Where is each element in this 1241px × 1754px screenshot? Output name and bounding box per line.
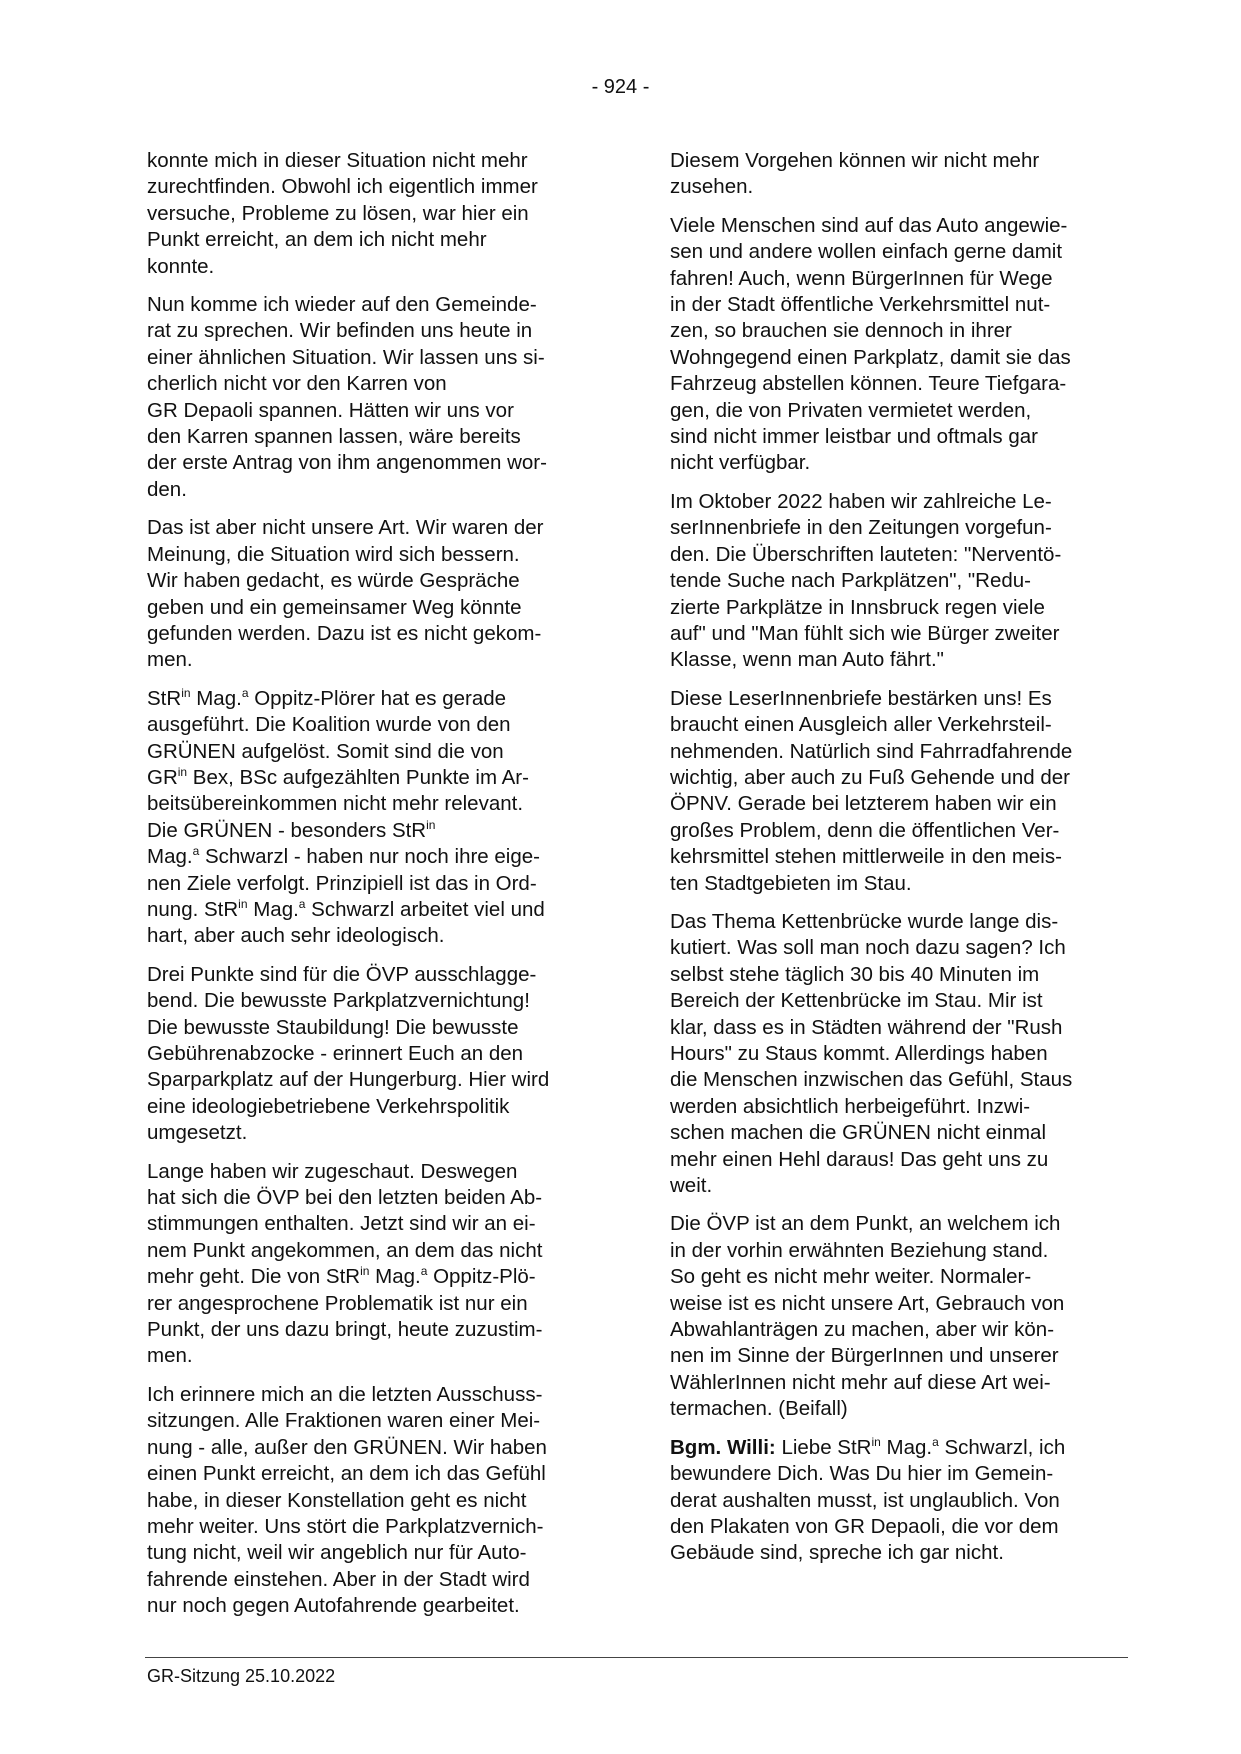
text-line: konnte.: [147, 254, 215, 278]
text-line: umgesetzt.: [147, 1121, 248, 1145]
text-line: Gebäude sind, spreche ich gar nicht.: [670, 1541, 1004, 1565]
text-line: selbst stehe täglich 30 bis 40 Minuten im: [670, 962, 1040, 986]
text-line: wichtig, aber auch zu Fuß Gehende und der: [670, 765, 1070, 789]
text-line: eine ideologiebetriebene Verkehrspolitik: [147, 1094, 510, 1118]
text-line: So geht es nicht mehr weiter. Normaler-: [670, 1265, 1032, 1289]
page-number: - 924 -: [591, 76, 650, 98]
text-line: hat sich die ÖVP bei den letzten beiden Ab-: [147, 1186, 543, 1210]
text-line: den Plakaten von GR Depaoli, die vor dem: [670, 1514, 1059, 1538]
text-line: braucht einen Ausgleich aller Verkehrsteil-: [670, 713, 1052, 737]
text-line: kutiert. Was soll man noch dazu sagen? Ich: [670, 936, 1066, 960]
text-line: stimmungen enthalten. Jetzt sind wir an ei-: [147, 1212, 536, 1236]
text-line: fahrende einstehen. Aber in der Stadt wird: [147, 1567, 530, 1591]
text-line: zurechtfinden. Obwohl ich eigentlich immer: [147, 175, 538, 199]
text-line: nen im Sinne der BürgerInnen und unserer: [670, 1344, 1059, 1368]
text-line: termachen. (Beifall): [670, 1397, 848, 1421]
text-line: nem Punkt angekommen, an dem das nicht: [147, 1238, 543, 1262]
paragraph: [670, 1211, 1120, 1422]
text-line: gefunden werden. Dazu ist es nicht gekom-: [147, 621, 542, 645]
text-line: men.: [147, 648, 193, 672]
text-line: WählerInnen nicht mehr auf diese Art wei-: [670, 1370, 1051, 1394]
text-line: Das Thema Kettenbrücke wurde lange dis-: [670, 909, 1059, 933]
text-line: serInnenbriefe in den Zeitungen vorgefun-: [670, 516, 1052, 540]
text-line: sind nicht immer leistbar und oftmals gar: [670, 425, 1039, 449]
text-line: einen Punkt erreicht, an dem ich das Gefühl: [147, 1462, 546, 1486]
superscript: in: [238, 896, 248, 911]
text-line: Lange haben wir zugeschaut. Deswegen: [147, 1159, 518, 1183]
text-line: GR Depaoli spannen. Hätten wir uns vor: [147, 398, 514, 422]
paragraph: [147, 292, 597, 503]
text-line: GRÜNEN aufgelöst. Somit sind die von: [147, 739, 504, 763]
text-line: in der vorhin erwähnten Beziehung stand.: [670, 1238, 1049, 1262]
text-line: schen machen die GRÜNEN nicht einmal: [670, 1121, 1046, 1145]
text-line: sitzungen. Alle Fraktionen waren einer Mei-: [147, 1409, 541, 1433]
paragraph: [670, 213, 1120, 477]
text-line: Bereich der Kettenbrücke im Stau. Mir ist: [670, 989, 1043, 1013]
text-line: der erste Antrag von ihm angenommen wor-: [147, 451, 547, 475]
superscript: in: [360, 1264, 370, 1279]
superscript: a: [192, 844, 200, 859]
text-line: hart, aber auch sehr ideologisch.: [147, 924, 445, 948]
text-line: Gebührenabzocke - erinnert Euch an den: [147, 1042, 524, 1065]
text-line: bend. Die bewusste Parkplatzvernichtung!: [147, 989, 530, 1013]
text-line: Ich erinnere mich an die letzten Ausschuss-: [147, 1382, 543, 1406]
paragraph: [147, 515, 597, 673]
text-line: Klasse, wenn man Auto fährt.": [670, 648, 944, 672]
text-line: ten Stadtgebieten im Stau.: [670, 871, 912, 895]
text-line: Sparparkplatz auf der Hungerburg. Hier wird: [147, 1068, 550, 1092]
paragraph: [670, 148, 1120, 201]
paragraph: [670, 686, 1120, 897]
text-line: ausgeführt. Die Koalition wurde von den: [147, 713, 511, 737]
text-line: großes Problem, denn die öffentlichen Ver-: [670, 818, 1060, 842]
text-line: Abwahlanträgen zu machen, aber wir kön-: [670, 1318, 1055, 1342]
text-line: StR$^{in}$ Mag.$^a$ Oppitz-Plörer hat es gerade: [147, 685, 507, 710]
text-line: tende Suche nach Parkplätzen", "Redu-: [670, 569, 1032, 593]
text-line: nicht verfügbar.: [670, 451, 811, 475]
text-line: Wohngegend einen Parkplatz, damit sie das: [670, 345, 1071, 369]
text-line: klar, dass es in Städten während der "Rush: [670, 1015, 1063, 1039]
text-line: Hours" zu Staus kommt. Allerdings haben: [670, 1042, 1048, 1065]
superscript: a: [241, 685, 249, 700]
text-line: men.: [147, 1344, 193, 1368]
speaker-label: Bgm. Willi:: [670, 1435, 776, 1459]
text-line: nung. StR$^{in}$ Mag.$^a$ Schwarzl arbeitet viel und: [147, 896, 545, 921]
text-line: den.: [147, 477, 187, 501]
paragraph: [670, 1435, 1120, 1567]
text-line: Die bewusste Staubildung! Die bewusste: [147, 1015, 519, 1039]
text-line: einer ähnlichen Situation. Wir lassen uns si-: [147, 345, 545, 369]
text-line: rat zu sprechen. Wir befinden uns heute in: [147, 319, 533, 343]
text-line: weit.: [670, 1174, 713, 1198]
footer-divider: [145, 1657, 1128, 1658]
superscript: in: [177, 764, 188, 779]
text-line: den. Die Überschriften lauteten: "Nerventö-: [670, 542, 1062, 566]
text-line: Nun komme ich wieder auf den Gemeinde-: [147, 293, 537, 317]
text-line: weise ist es nicht unsere Art, Gebrauch von: [670, 1291, 1065, 1315]
paragraph: [147, 962, 597, 1147]
footer-session-date: GR-Sitzung 25.10.2022: [147, 1666, 336, 1686]
paragraph: [147, 686, 597, 950]
right-column: [670, 148, 1120, 1579]
text-line: gen, die von Privaten vermietet werden,: [670, 398, 1032, 422]
text-line: nur noch gegen Autofahrende gearbeitet.: [147, 1594, 520, 1618]
superscript: in: [181, 685, 191, 700]
text-line: zusehen.: [670, 175, 754, 199]
text-line: mehr einen Hehl daraus! Das geht uns zu: [670, 1147, 1049, 1171]
text-line: Punkt erreicht, an dem ich nicht mehr: [147, 228, 487, 252]
text-line: Mag.$^a$ Schwarzl - haben nur noch ihre eige-: [147, 844, 540, 869]
superscript: in: [871, 1434, 881, 1449]
text-line: werden absichtlich herbeigeführt. Inzwi-: [670, 1094, 1031, 1118]
text-line: Punkt, der uns dazu bringt, heute zuzustim-: [147, 1318, 543, 1342]
superscript: a: [932, 1434, 939, 1449]
text-line: zen, so brauchen sie dennoch in ihrer: [670, 319, 1012, 343]
text-line: Die ÖVP ist an dem Punkt, an welchem ich: [670, 1212, 1061, 1236]
text-line: Im Oktober 2022 haben wir zahlreiche Le-: [670, 489, 1052, 513]
text-line: nung - alle, außer den GRÜNEN. Wir haben: [147, 1435, 547, 1459]
text-line: beitsübereinkommen nicht mehr relevant.: [147, 792, 524, 816]
text-line: Bgm. Willi: Liebe StR$^{in}$ Mag.$^a$ Schwarzl, ich: [670, 1434, 1066, 1459]
text-line: Die GRÜNEN - besonders StR$^{in}$: [147, 817, 436, 842]
text-line: mehr geht. Die von StR$^{in}$ Mag.$^a$ Oppitz-Plö-: [147, 1264, 536, 1289]
text-line: Diesem Vorgehen können wir nicht mehr: [670, 149, 1040, 172]
text-line: auf" und "Man fühlt sich wie Bürger zweiter: [670, 621, 1060, 645]
text-line: zierte Parkplätze in Innsbruck regen viele: [670, 595, 1045, 619]
superscript: a: [420, 1264, 428, 1279]
text-line: konnte mich in dieser Situation nicht mehr: [147, 149, 528, 172]
text-line: Das ist aber nicht unsere Art. Wir waren der: [147, 516, 544, 540]
text-line: nehmenden. Natürlich sind Fahrradfahrende: [670, 739, 1073, 763]
text-line: Fahrzeug abstellen können. Teure Tiefgara-: [670, 372, 1067, 396]
paragraph: [147, 1159, 597, 1370]
text-line: Meinung, die Situation wird sich bessern.: [147, 542, 520, 566]
left-column: [147, 148, 597, 1632]
text-line: Wir haben gedacht, es würde Gespräche: [147, 569, 520, 593]
paragraph: [147, 148, 597, 280]
text-line: kehrsmittel stehen mittlerweile in den meis-: [670, 845, 1062, 869]
text-line: mehr weiter. Uns stört die Parkplatzvernich-: [147, 1514, 544, 1538]
text-line: Drei Punkte sind für die ÖVP ausschlagge-: [147, 962, 537, 986]
text-line: geben und ein gemeinsamer Weg könnte: [147, 595, 522, 619]
text-line: habe, in dieser Konstellation geht es nicht: [147, 1488, 527, 1512]
text-line: in der Stadt öffentliche Verkehrsmittel nut-: [670, 293, 1051, 317]
paragraph: [670, 909, 1120, 1199]
text-line: versuche, Probleme zu lösen, war hier ein: [147, 201, 529, 225]
text-line: derat aushalten musst, ist unglaublich. Von: [670, 1488, 1060, 1512]
text-line: $GR^{in}$ Bex, BSc aufgezählten Punkte im Ar-: [147, 764, 529, 789]
text-line: die Menschen inzwischen das Gefühl, Staus: [670, 1068, 1073, 1092]
text-line: fahren! Auch, wenn BürgerInnen für Wege: [670, 266, 1053, 290]
text-line: rer angesprochene Problematik ist nur ein: [147, 1291, 528, 1315]
text-line: den Karren spannen lassen, wäre bereits: [147, 425, 521, 449]
superscript: in: [426, 817, 436, 832]
text-line: sen und andere wollen einfach gerne damit: [670, 240, 1063, 264]
text-line: Viele Menschen sind auf das Auto angewie-: [670, 213, 1068, 237]
text-line: Diese LeserInnenbriefe bestärken uns! Es: [670, 686, 1052, 710]
paragraph: [670, 489, 1120, 674]
superscript: a: [298, 896, 306, 911]
paragraph: [147, 1382, 597, 1620]
text-line: tung nicht, weil wir angeblich nur für Auto-: [147, 1541, 527, 1565]
text-line: nen Ziele verfolgt. Prinzipiell ist das in Ord-: [147, 871, 537, 895]
text-line: cherlich nicht vor den Karren von: [147, 372, 447, 396]
text-line: ÖPNV. Gerade bei letzterem haben wir ein: [670, 792, 1057, 816]
text-line: bewundere Dich. Was Du hier im Gemein-: [670, 1462, 1054, 1486]
